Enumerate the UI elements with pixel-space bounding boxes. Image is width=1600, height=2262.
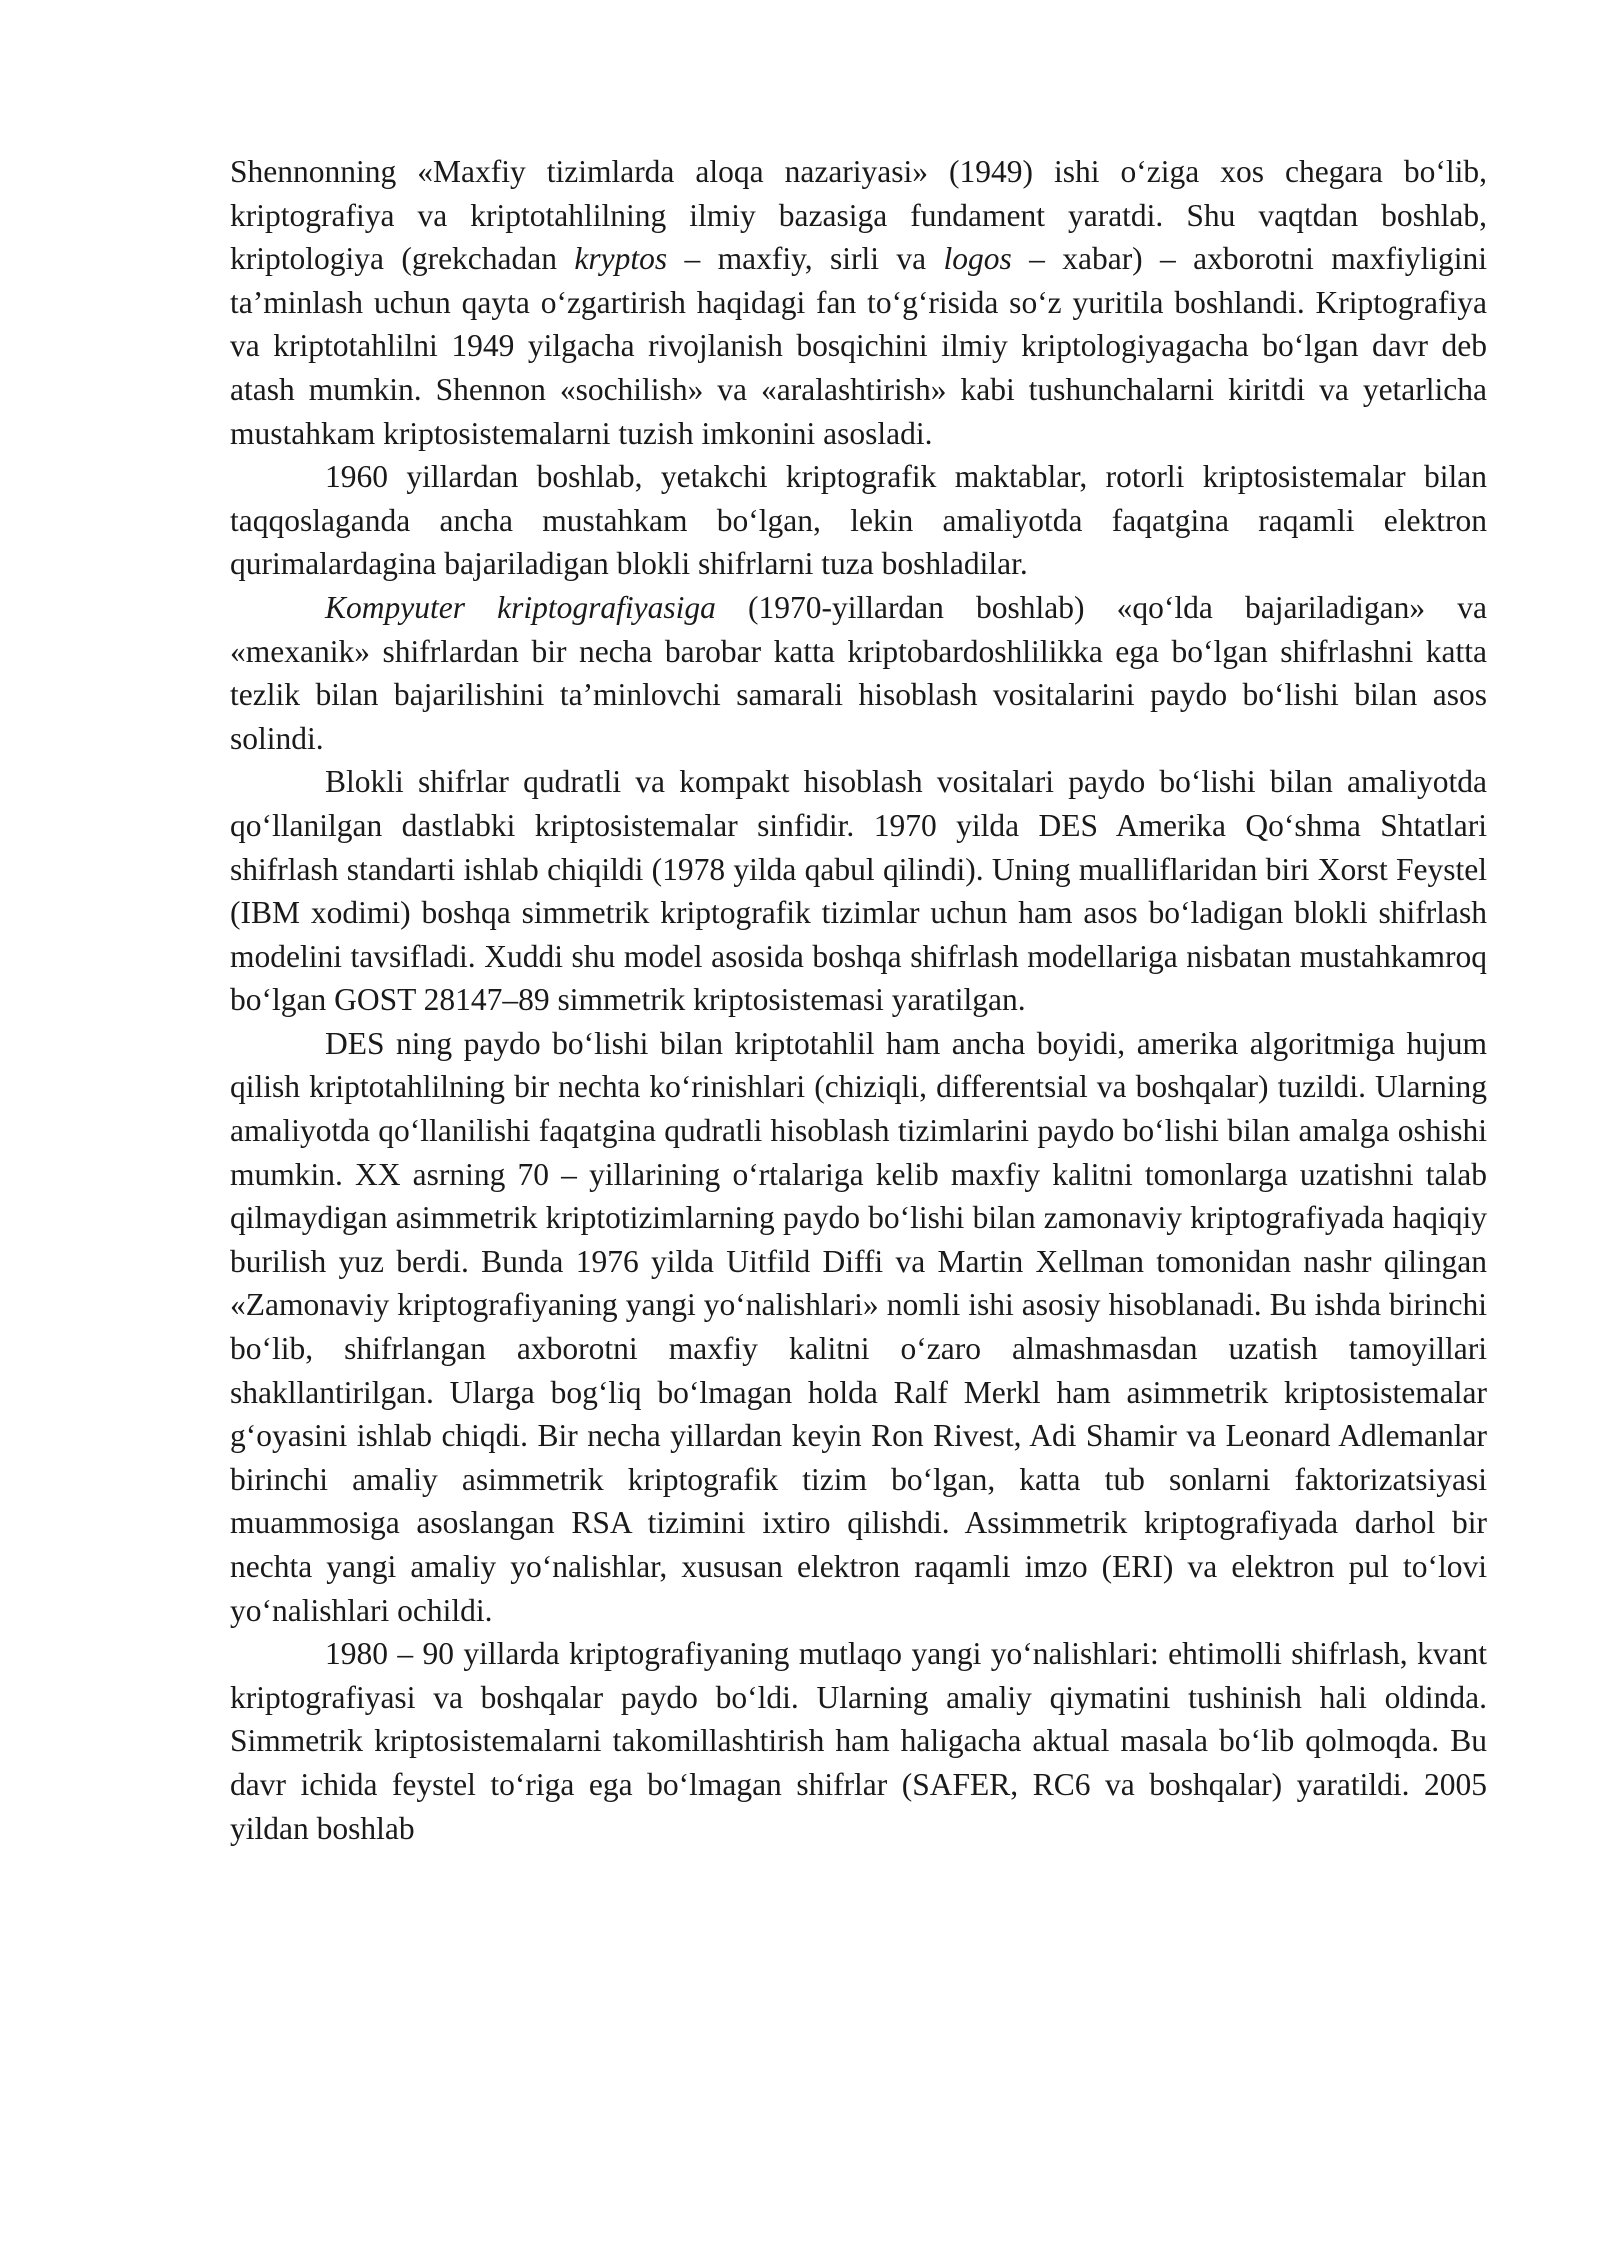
body-text bbox=[230, 150, 1487, 1850]
paragraph-4: Blokli shifrlar qudratli va kompakt hisoblash vositalari paydo bo‘lishi bilan amaliyotda qo‘llanilgan dastlabki kriptosistemalar sinfidir. 1970 yilda DES Amerika Qo‘shma Shtatlari shifrlash standarti ishlab chiqildi (1978 yilda qabul qilindi). Uning mualliflaridan biri Xorst Feystel (IBM xodimi) boshqa simmetrik kriptografik tizimlar uchun ham asos bo‘ladigan blokli shifrlash modelini tavsifladi. Xuddi shu model asosida boshqa shifrlash modellariga nisbatan mustahkamroq bo‘lgan GOST 28147–89 simmetrik kriptosistemasi yaratilgan. bbox=[230, 764, 1487, 1018]
paragraph-6: 1980 – 90 yillarda kriptografiyaning mutlaqo yangi yo‘nalishlari: ehtimolli shifrlash, kvant kriptografiyasi va boshqalar paydo bo‘ldi. Ularning amaliy qiymatini tushinish hali oldinda. Simmetrik kriptosistemalarni takomillashtirish ham haligacha aktual masala bo‘lib qolmoqda. Bu davr ichida feystel to‘riga ega bo‘lmagan shifrlar (SAFER, RC6 va boshqalar) yaratildi. 2005 yildan boshlab bbox=[230, 1636, 1487, 1846]
paragraph-1: Shennonning «Maxfiy tizimlarda aloqa nazariyasi» (1949) ishi o‘ziga xos chegara bo‘lib, kriptografiya va kriptotahlilning ilmiy bazasiga fundament yaratdi. Shu vaqtdan boshlab, kriptologiya (grekchadan kryptos – maxfiy, sirli va logos – xabar) – axborotni maxfiyligini ta’minlash uchun qayta o‘zgartirish haqidagi fan to‘g‘risida so‘z yuritila boshlandi. Kriptografiya va kriptotahlilni 1949 yilgacha rivojlanish bosqichini ilmiy kriptologiyagacha bo‘lgan davr deb atash mumkin. Shennon «sochilish» va «aralashtirish» kabi tushunchalarni kiritdi va yetarlicha mustahkam kriptosistemalarni tuzish imkonini asosladi. bbox=[230, 154, 1487, 451]
paragraph-2: 1960 yillardan boshlab, yetakchi kriptografik maktablar, rotorli kriptosistemalar bilan taqqoslaganda ancha mustahkam bo‘lgan, lekin amaliyotda faqatgina raqamli elektron qurimalardagina bajariladigan blokli shifrlarni tuza boshladilar. bbox=[230, 459, 1487, 582]
paragraph-5: DES ning paydo bo‘lishi bilan kriptotahlil ham ancha boyidi, amerika algoritmiga hujum qilish kriptotahlilning bir nechta ko‘rinishlari (chiziqli, differentsial va boshqalar) tuzildi. Ularning amaliyotda qo‘llanilishi faqatgina qudratli hisoblash tizimlarini paydo bo‘lishi bilan amalga oshishi mumkin. XX asrning 70 – yillarining o‘rtalariga kelib maxfiy kalitni tomonlarga uzatishni talab qilmaydigan asimmetrik kriptotizimlarning paydo bo‘lishi bilan zamonaviy kriptografiyada haqiqiy burilish yuz berdi. Bunda 1976 yilda Uitfild Diffi va Martin Xellman tomonidan nashr qilingan «Zamonaviy kriptografiyaning yangi yo‘nalishlari» nomli ishi asosiy hisoblanadi. Bu ishda birinchi bo‘lib, shifrlangan axborotni maxfiy kalitni o‘zaro almashmasdan uzatish tamoyillari shakllantirilgan. Ularga bog‘liq bo‘lmagan holda Ralf Merkl ham asimmetrik kriptosistemalar g‘oyasini ishlab chiqdi. Bir necha yillardan keyin Ron Rivest, Adi Shamir va Leonard Adlemanlar birinchi amaliy asimmetrik kriptografik tizim bo‘lgan, katta tub sonlarni faktorizatsiyasi muammosiga asoslangan RSA tizimini ixtiro qilishdi. Assimmetrik kriptografiyada darhol bir nechta yangi amaliy yo‘nalishlar, xususan elektron raqamli imzo (ERI) va elektron pul to‘lovi yo‘nalishlari ochildi. bbox=[230, 1025, 1487, 1628]
paragraph-3: Kompyuter kriptografiyasiga (1970-yillardan boshlab) «qo‘lda bajariladigan» va «mexanik» shifrlardan bir necha barobar katta kriptobardoshlilikka ega bo‘lgan shifrlashni katta tezlik bilan bajarilishini ta’minlovchi samarali hisoblash vositalarini paydo bo‘lishi bilan asos solindi. bbox=[230, 589, 1488, 756]
